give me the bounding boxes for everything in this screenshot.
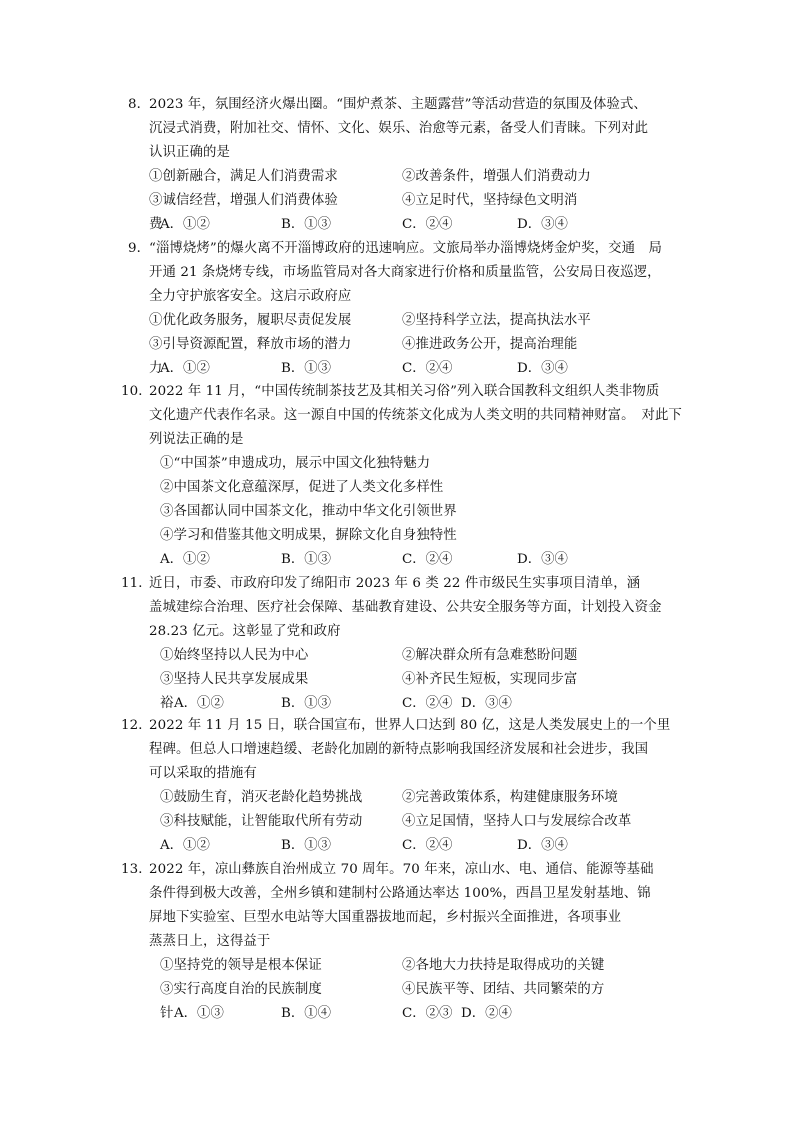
choice-a: A．①② (160, 217, 210, 232)
choice-b: B．①④ (281, 1006, 332, 1021)
question-text-line: 28.23 亿元。这彰显了党和政府 (149, 624, 341, 639)
choice-d: D．③④ (461, 696, 512, 711)
choice-b: B．①③ (281, 838, 332, 853)
question-text-line: 2023 年，氛围经济火爆出圈。“围炉煮茶、主题露营”等活动营造的氛围及体验式、 (149, 97, 647, 112)
choice-d: D．③④ (517, 217, 568, 232)
statement-2: ②坚持科学立法，提高执法水平 (402, 313, 591, 328)
question-text-line: 列说法正确的是 (149, 432, 244, 447)
question-text-line: 沉浸式消费，附加社交、情怀、文化、娱乐、治愈等元素，备受人们青睐。下列对此 (149, 121, 649, 136)
question-text-line: 蒸蒸日上，这得益于 (149, 934, 271, 949)
choice-b: B．①③ (281, 552, 332, 567)
wrapped-char: 费 (149, 217, 163, 232)
question-text-line: 2022 年 11 月 15 日，联合国宣布，世界人口达到 80 亿，这是人类发展史上的一个里 (149, 718, 671, 733)
choice-c: C．②④ (402, 696, 453, 711)
statement-2: ②中国茶文化意蕴深厚，促进了人类文化多样性 (160, 480, 444, 495)
statement-3: ③引导资源配置，释放市场的潜力 (149, 337, 352, 352)
choice-c: C．②④ (402, 552, 453, 567)
statement-4: ④立足时代，坚持绿色文明消 (402, 193, 578, 208)
statement-3: ③实行高度自治的民族制度 (160, 982, 322, 997)
choice-a: A．①② (160, 838, 210, 853)
statement-2: ②改善条件，增强人们消费动力 (402, 169, 591, 184)
choice-c: C．②④ (402, 217, 453, 232)
statement-2: ②各地大力扶持是取得成功的关键 (402, 958, 605, 973)
question-text-line: “淄博烧烤”的爆火离不开淄博政府的迅速响应。文旅局举办淄博烧烤金炉奖，交通 局 (149, 241, 663, 256)
statement-1: ①创新融合，满足人们消费需求 (149, 169, 338, 184)
question-number: 11． (121, 576, 152, 591)
choice-c: C．②④ (402, 361, 453, 376)
question-text-line: 盖城建综合治理、医疗社会保障、基础教育建设、公共安全服务等方面，计划投入资金 (149, 600, 662, 615)
question-text-line: 条件得到极大改善，全州乡镇和建制村公路通达率达 100%，西昌卫星发射基地、锦 (149, 886, 651, 901)
statement-3: ③各国都认同中国茶文化，推动中华文化引领世界 (160, 504, 457, 519)
question-text-line: 可以采取的措施有 (149, 766, 257, 781)
choice-b: B．①③ (281, 696, 332, 711)
question-text-line: 全力守护旅客安全。这启示政府应 (149, 289, 352, 304)
choice-c: C．②③ (402, 1006, 453, 1021)
question-text-line: 文化遗产代表作名录。这一源自中国的传统茶文化成为人类文明的共同精神财富。 对此下 (149, 408, 682, 423)
choice-a: A．①② (160, 552, 210, 567)
statement-1: ①“中国茶”申遗成功，展示中国文化独特魅力 (160, 456, 431, 471)
question-number: 8． (128, 97, 151, 112)
statement-1: ①优化政务服务，履职尽责促发展 (149, 313, 352, 328)
statement-1: ①坚持党的领导是根本保证 (160, 958, 322, 973)
statement-3: ③诚信经营，增强人们消费体验 (149, 193, 338, 208)
wrapped-char: 裕 (160, 696, 174, 711)
choice-a: A．①② (160, 361, 210, 376)
question-text-line: 2022 年 11 月，“中国传统制茶技艺及其相关习俗”列入联合国教科文组织人类非物质 (149, 384, 660, 399)
question-text-line: 屏地下实验室、巨型水电站等大国重器拔地而起，乡村振兴全面推进，各项事业 (149, 910, 622, 925)
choice-c: C．②④ (402, 838, 453, 853)
question-text-line: 程碑。但总人口增速趋缓、老龄化加剧的新特点影响我国经济发展和社会进步，我国 (149, 742, 649, 757)
statement-1: ①始终坚持以人民为中心 (160, 648, 309, 663)
choice-d: D．③④ (517, 838, 568, 853)
statement-4: ④立足国情，坚持人口与发展综合改革 (402, 814, 632, 829)
question-number: 13． (121, 862, 152, 877)
wrapped-char: 力 (149, 361, 163, 376)
statement-3: ③科技赋能，让智能取代所有劳动 (160, 814, 363, 829)
question-number: 9． (128, 241, 151, 256)
choice-b: B．①③ (281, 361, 332, 376)
question-text-line: 认识正确的是 (149, 145, 230, 160)
question-number: 12． (121, 718, 152, 733)
question-number: 10． (121, 384, 152, 399)
statement-1: ①鼓励生育，消灭老龄化趋势挑战 (160, 790, 363, 805)
question-text-line: 2022 年，凉山彝族自治州成立 70 周年。70 年来，凉山水、电、通信、能源等基础 (149, 862, 654, 877)
choice-d: D．③④ (517, 361, 568, 376)
statement-4: ④补齐民生短板，实现同步富 (402, 672, 578, 687)
question-text-line: 开通 21 条烧烤专线，市场监管局对各大商家进行价格和质量监管，公安局日夜巡逻， (149, 265, 661, 280)
statement-3: ③坚持人民共享发展成果 (160, 672, 309, 687)
statement-4: ④学习和借鉴其他文明成果，摒除文化自身独特性 (160, 528, 457, 543)
choice-d: D．③④ (517, 552, 568, 567)
choice-a: A．①② (174, 696, 224, 711)
statement-2: ②完善政策体系，构建健康服务环境 (402, 790, 618, 805)
statement-4: ④推进政务公开，提高治理能 (402, 337, 578, 352)
statement-2: ②解决群众所有急难愁盼问题 (402, 648, 578, 663)
choice-b: B．①③ (281, 217, 332, 232)
statement-4: ④民族平等、团结、共同繁荣的方 (402, 982, 605, 997)
choice-d: D．②④ (461, 1006, 512, 1021)
question-text-line: 近日，市委、市政府印发了绵阳市 2023 年 6 类 22 件市级民生实事项目清单，涵 (149, 576, 641, 591)
wrapped-char: 针 (160, 1006, 174, 1021)
choice-a: A．①③ (174, 1006, 224, 1021)
